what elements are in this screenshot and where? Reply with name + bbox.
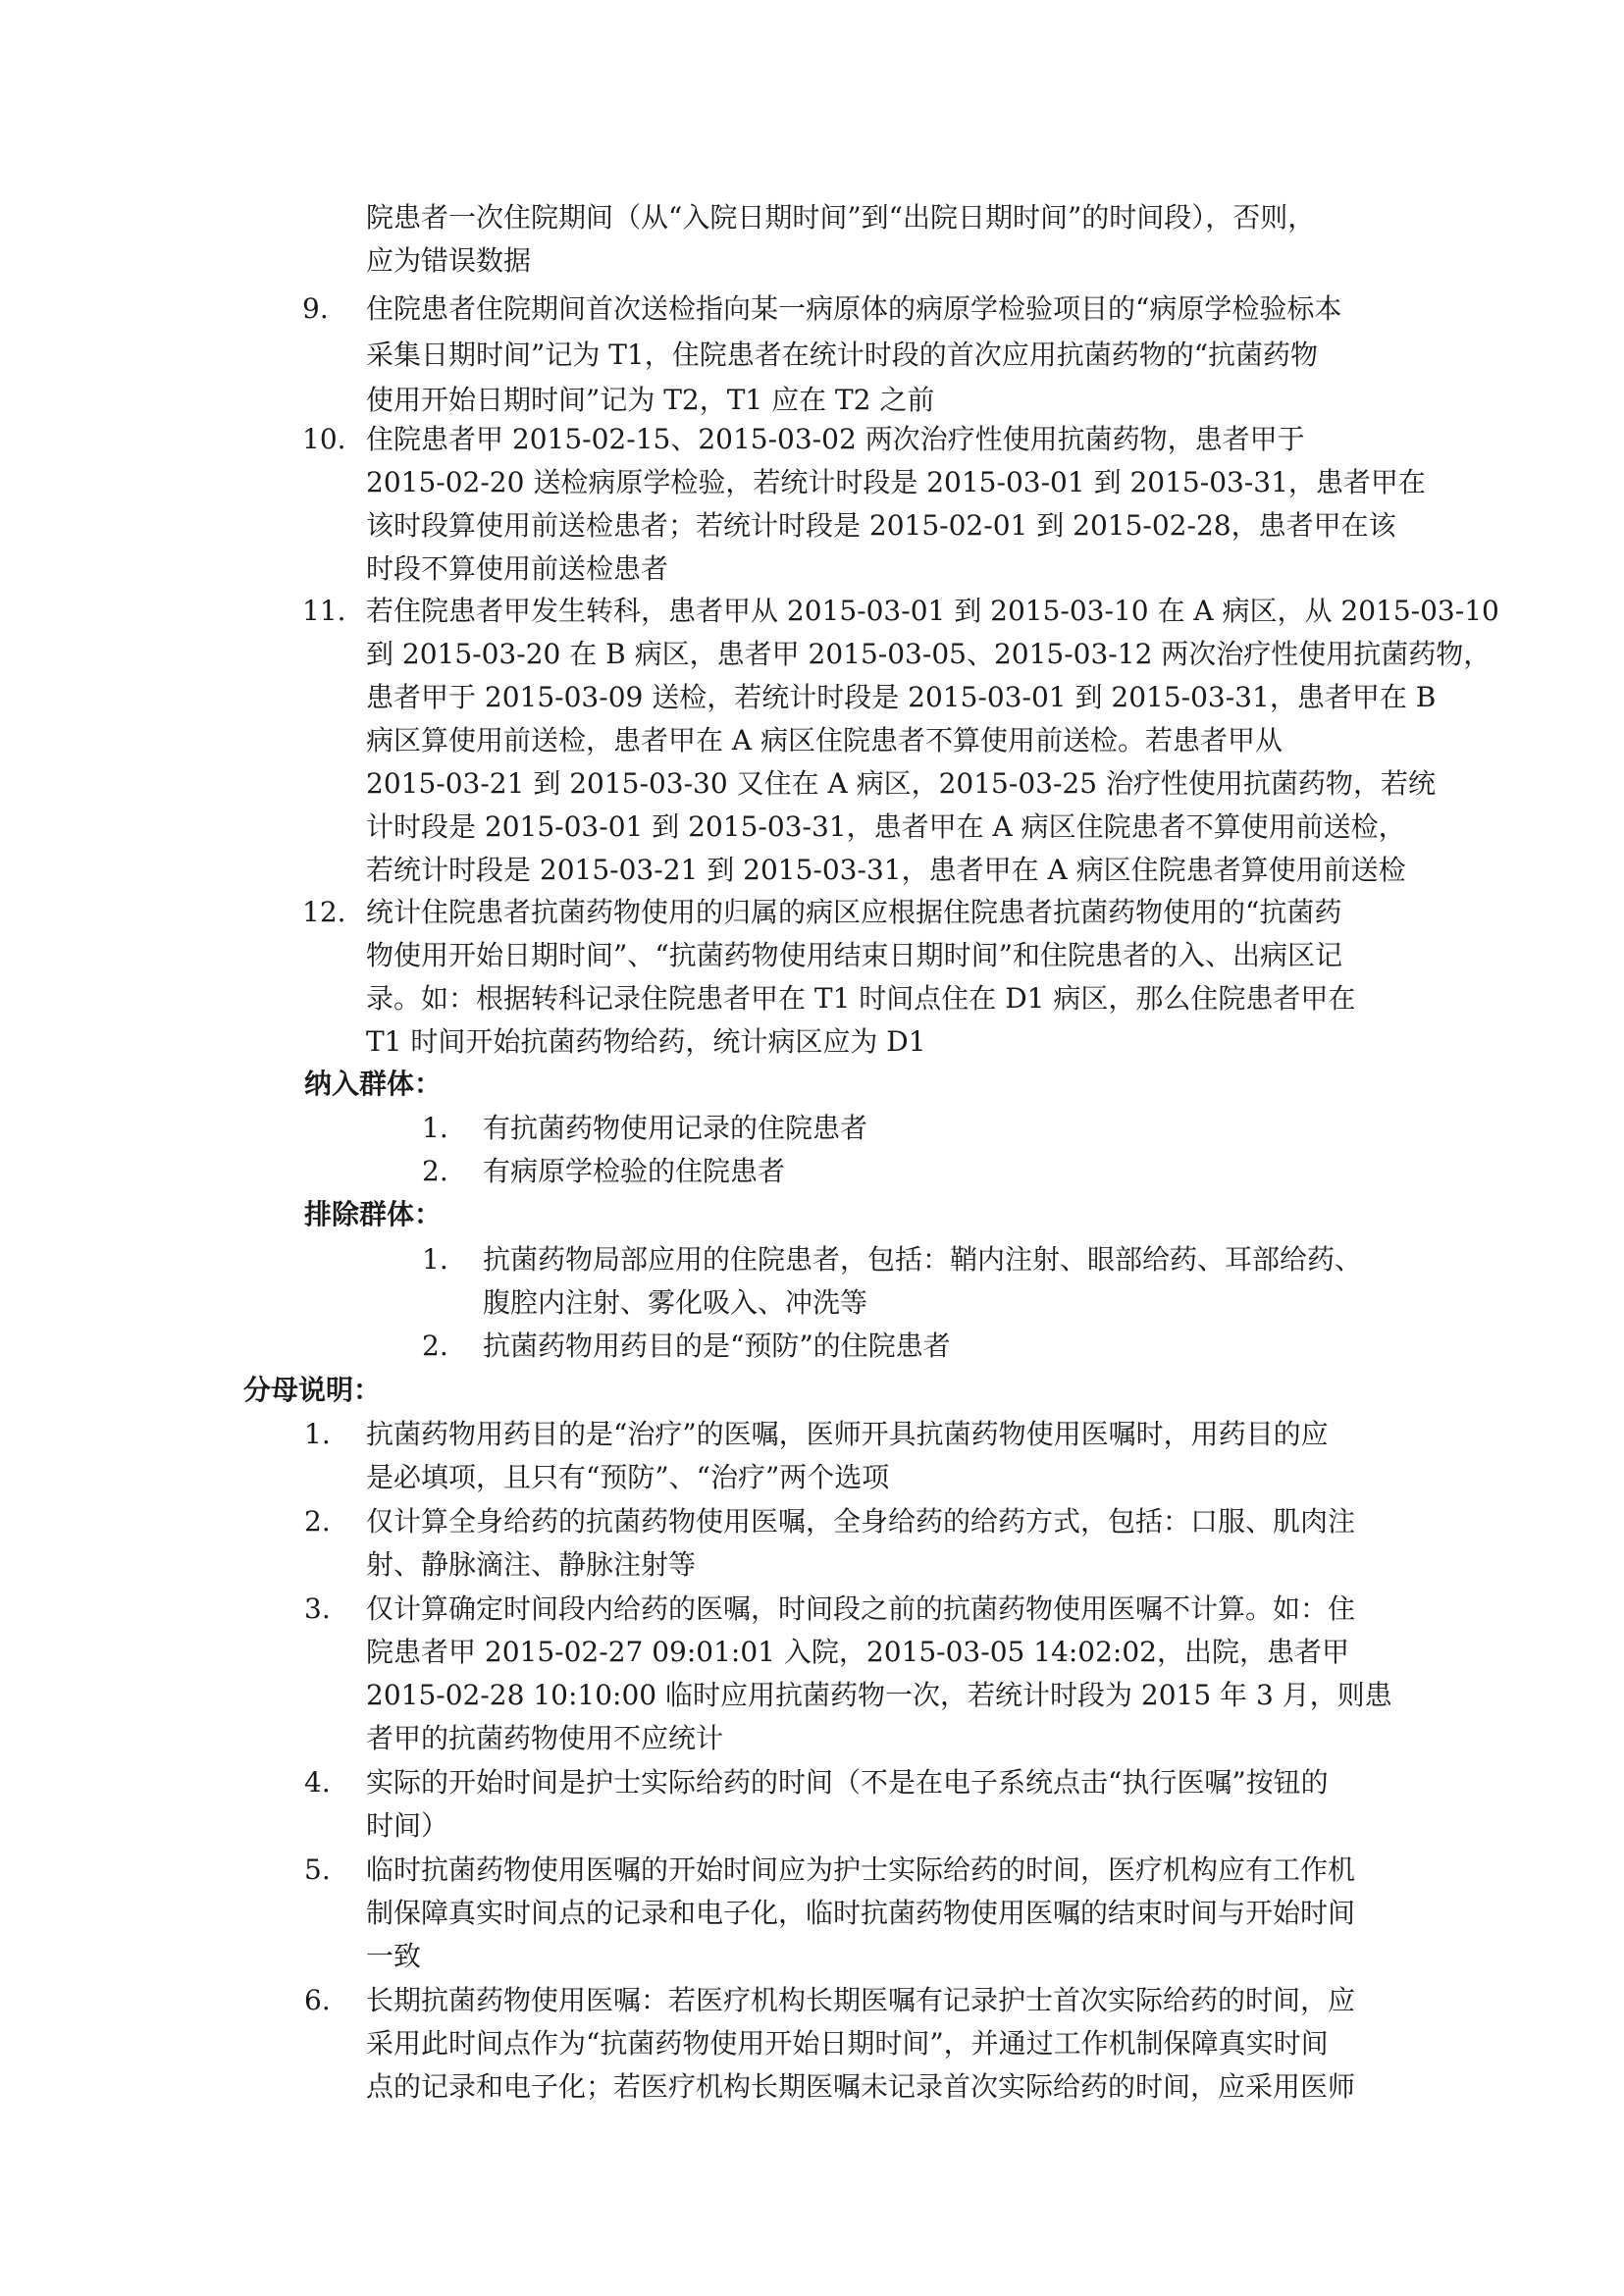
- continuation-line: 应为错误数据: [366, 244, 532, 277]
- note-line: 使用开始日期时间”记为 T2，T1 应在 T2 之前: [366, 384, 935, 416]
- denominator-line: 抗菌药物用药目的是“治疗”的医嘱，医师开具抗菌药物使用医嘱时，用药目的应: [366, 1418, 1329, 1450]
- denominator-line: 长期抗菌药物使用医嘱：若医疗机构长期医嘱有记录护士首次实际给药的时间，应: [366, 1984, 1356, 2016]
- note-line: 住院患者住院期间首次送检指向某一病原体的病原学检验项目的“病原学检验标本: [366, 292, 1342, 325]
- note-line: 患者甲于 2015-03-09 送检，若统计时段是 2015-03-01 到 2015-03-31，患者甲在 B: [366, 681, 1437, 713]
- note-line: 到 2015-03-20 在 B 病区，患者甲 2015-03-05、2015-03-12 两次治疗性使用抗菌药物，: [366, 638, 1492, 670]
- inclusion-number: 1.: [422, 1112, 448, 1144]
- denominator-heading: 分母说明：: [243, 1374, 382, 1406]
- exclusion-number: 2.: [422, 1330, 448, 1362]
- denominator-number: 6.: [304, 1984, 331, 2016]
- note-number: 12.: [302, 896, 346, 928]
- note-line: 该时段算使用前送检患者；若统计时段是 2015-02-01 到 2015-02-28，患者甲在该: [366, 509, 1396, 542]
- note-line: 物使用开始日期时间”、“抗菌药物使用结束日期时间”和住院患者的入、出病区记: [366, 939, 1342, 971]
- note-line: 统计住院患者抗菌药物使用的归属的病区应根据住院患者抗菌药物使用的“抗菌药: [366, 896, 1342, 928]
- denominator-number: 1.: [304, 1418, 331, 1450]
- note-line: 2015-03-21 到 2015-03-30 又住在 A 病区，2015-03-25 治疗性使用抗菌药物，若统: [366, 767, 1436, 800]
- note-line: 病区算使用前送检，患者甲在 A 病区住院患者不算使用前送检。若患者甲从: [366, 724, 1283, 757]
- note-number: 10.: [302, 423, 346, 455]
- note-number: 11.: [302, 595, 346, 627]
- exclusion-number: 1.: [422, 1243, 448, 1276]
- denominator-line: 点的记录和电子化；若医疗机构长期医嘱未记录首次实际给药的时间，应采用医师: [366, 2070, 1356, 2103]
- note-line: 计时段是 2015-03-01 到 2015-03-31，患者甲在 A 病区住院患者不算使用前送检，: [366, 810, 1406, 843]
- denominator-line: 临时抗菌药物使用医嘱的开始时间应为护士实际给药的时间，医疗机构应有工作机: [366, 1853, 1356, 1886]
- note-line: 2015-02-20 送检病原学检验，若统计时段是 2015-03-01 到 2015-03-31，患者甲在: [366, 466, 1426, 498]
- denominator-line: 射、静脉滴注、静脉注射等: [366, 1548, 697, 1581]
- inclusion-item: 有病原学检验的住院患者: [483, 1155, 786, 1187]
- denominator-line: 一致: [366, 1940, 422, 1972]
- note-line: 若住院患者甲发生转科，患者甲从 2015-03-01 到 2015-03-10 在 A 病区，从 2015-03-10: [366, 595, 1499, 627]
- note-line: 住院患者甲 2015-02-15、2015-03-02 两次治疗性使用抗菌药物，患者甲于: [366, 423, 1305, 455]
- denominator-number: 2.: [304, 1505, 331, 1538]
- denominator-line: 院患者甲 2015-02-27 09:01:01 入院，2015-03-05 14:02:02，出院，患者甲: [366, 1636, 1349, 1668]
- note-number: 9.: [302, 292, 329, 325]
- denominator-line: 制保障真实时间点的记录和电子化，临时抗菌药物使用医嘱的结束时间与开始时间: [366, 1897, 1356, 1929]
- inclusion-number: 2.: [422, 1155, 448, 1187]
- note-line: 若统计时段是 2015-03-21 到 2015-03-31，患者甲在 A 病区住院患者算使用前送检: [366, 854, 1406, 886]
- denominator-line: 仅计算全身给药的抗菌药物使用医嘱，全身给药的给药方式，包括：口服、肌肉注: [366, 1505, 1356, 1538]
- denominator-number: 4.: [304, 1766, 331, 1799]
- denominator-line: 仅计算确定时间段内给药的医嘱，时间段之前的抗菌药物使用医嘱不计算。如：住: [366, 1592, 1356, 1625]
- denominator-line: 2015-02-28 10:10:00 临时应用抗菌药物一次，若统计时段为 2015 年 3 月，则患: [366, 1679, 1392, 1711]
- denominator-number: 5.: [304, 1853, 331, 1886]
- denominator-number: 3.: [304, 1592, 331, 1625]
- denominator-line: 者甲的抗菌药物使用不应统计: [366, 1722, 724, 1754]
- denominator-line: 采用此时间点作为“抗菌药物使用开始日期时间”，并通过工作机制保障真实时间: [366, 2027, 1329, 2060]
- inclusion-heading: 纳入群体：: [304, 1068, 443, 1100]
- denominator-line: 时间）: [366, 1809, 449, 1842]
- exclusion-item: 抗菌药物局部应用的住院患者，包括：鞘内注射、眼部给药、耳部给药、: [483, 1243, 1363, 1276]
- exclusion-item: 抗菌药物用药目的是“预防”的住院患者: [483, 1330, 951, 1362]
- denominator-line: 是必填项，且只有“预防”、“治疗”两个选项: [366, 1461, 890, 1493]
- note-line: T1 时间开始抗菌药物给药，统计病区应为 D1: [366, 1025, 926, 1058]
- exclusion-heading: 排除群体：: [304, 1198, 443, 1230]
- exclusion-item: 腹腔内注射、雾化吸入、冲洗等: [483, 1286, 868, 1319]
- inclusion-item: 有抗菌药物使用记录的住院患者: [483, 1112, 868, 1144]
- denominator-line: 实际的开始时间是护士实际给药的时间（不是在电子系统点击“执行医嘱”按钮的: [366, 1766, 1329, 1799]
- note-line: 时段不算使用前送检患者: [366, 552, 669, 585]
- continuation-line: 院患者一次住院期间（从“入院日期时间”到“出院日期时间”的时间段），否则，: [366, 201, 1316, 234]
- note-line: 采集日期时间”记为 T1，住院患者在统计时段的首次应用抗菌药物的“抗菌药物: [366, 339, 1319, 371]
- note-line: 录。如：根据转科记录住院患者甲在 T1 时间点住在 D1 病区，那么住院患者甲在: [366, 982, 1356, 1015]
